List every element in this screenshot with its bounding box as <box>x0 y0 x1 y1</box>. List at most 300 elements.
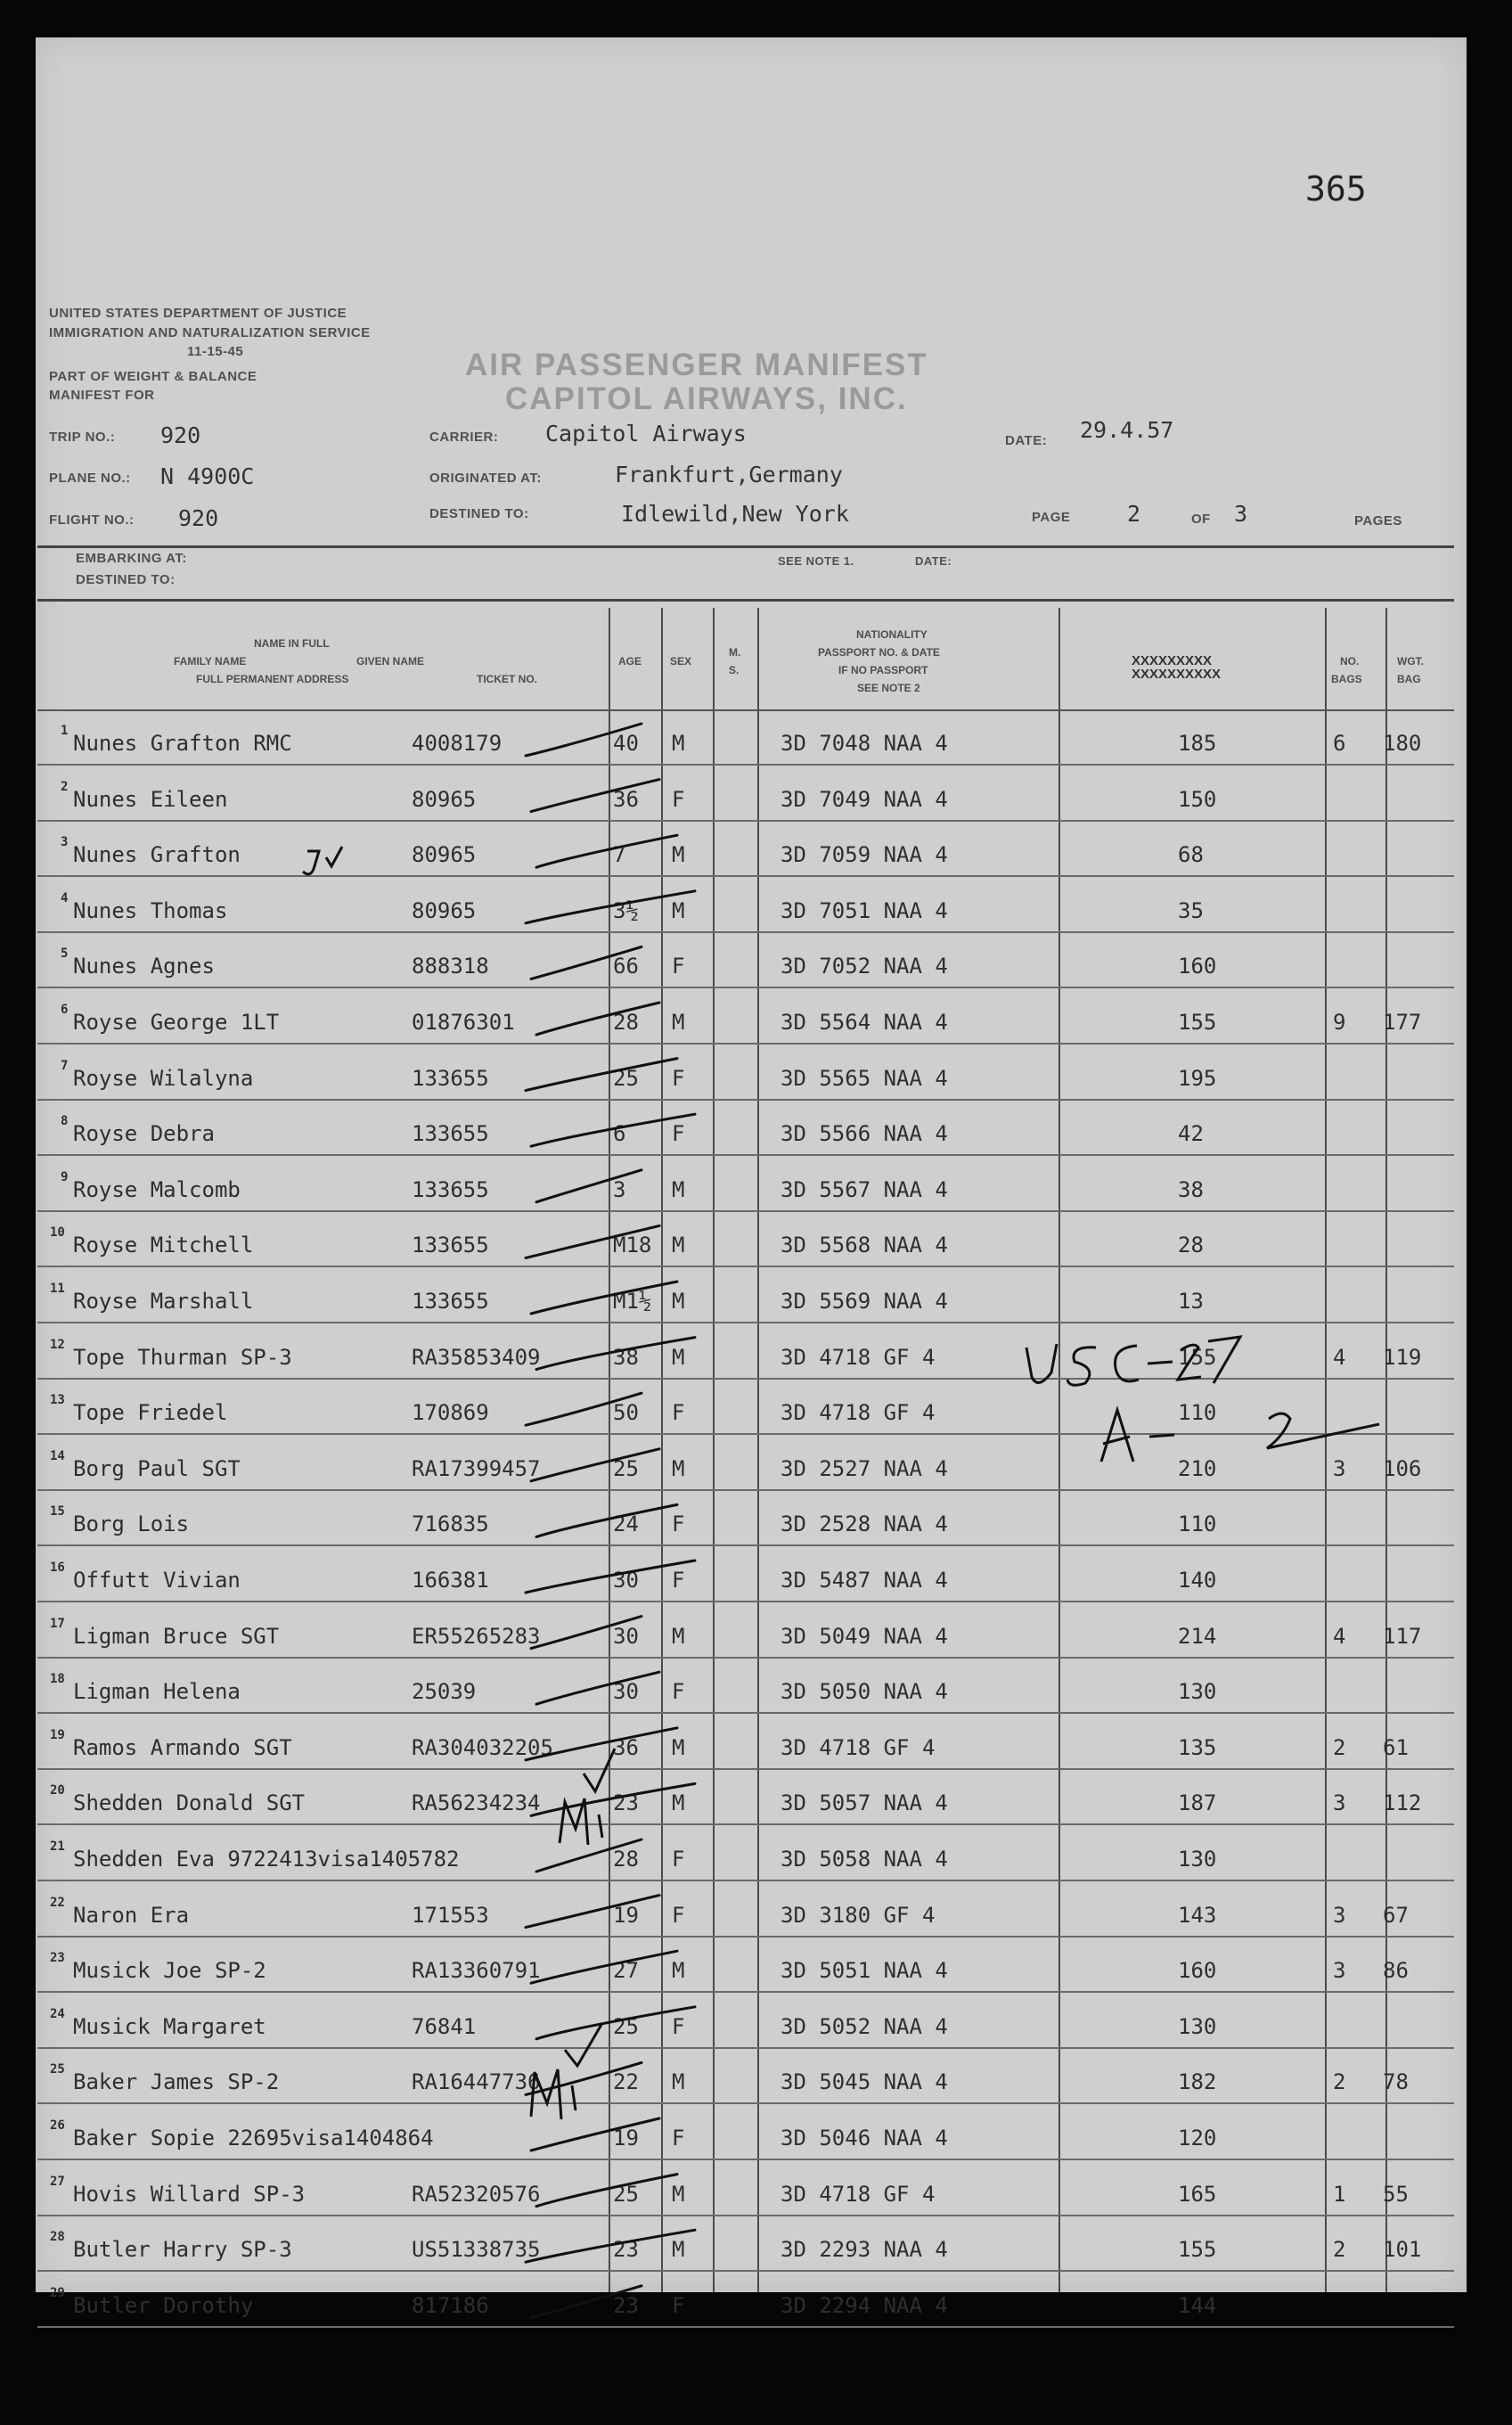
weight-cell: 110 <box>1178 1400 1217 1426</box>
passport-cell: 3D 5049 NAA 4 <box>781 1623 948 1649</box>
row-number: 28 <box>50 2230 65 2245</box>
col-bags-1: NO. <box>1340 655 1360 668</box>
col-nat-3: IF NO PASSPORT <box>838 664 928 676</box>
row-number: 16 <box>50 1561 65 1575</box>
col-sex: SEX <box>670 655 692 668</box>
ticket-number: 133655 <box>412 1289 489 1314</box>
passenger-name: Borg Lois <box>73 1512 190 1537</box>
passenger-name: Hovis Willard SP-3 <box>73 2181 306 2207</box>
passport-cell: 3D 5564 NAA 4 <box>781 1010 948 1035</box>
bag-weight-cell: 55 <box>1383 2181 1409 2207</box>
check-mark <box>536 835 677 867</box>
date-value: 29.4.57 <box>1080 417 1174 443</box>
ticket-number: 25039 <box>412 1679 477 1705</box>
passport-cell: 3D 5052 NAA 4 <box>781 2013 948 2039</box>
row-number: 11 <box>50 1282 65 1296</box>
age-cell: 30 <box>613 1623 639 1649</box>
sex-cell: M <box>672 2069 685 2095</box>
bags-cell: 2 <box>1333 2069 1346 2095</box>
dept-line-4: PART OF WEIGHT & BALANCE <box>49 369 257 384</box>
pages-label: PAGES <box>1354 513 1402 528</box>
weight-cell: 155 <box>1178 1010 1217 1035</box>
age-cell: 66 <box>613 954 639 979</box>
bag-weight-cell: 180 <box>1383 731 1422 756</box>
bag-weight-cell: 67 <box>1383 1902 1409 1928</box>
flight-label: FLIGHT NO.: <box>49 512 135 528</box>
passenger-name: Royse Debra <box>73 1121 215 1147</box>
hand-7 <box>1208 1337 1240 1383</box>
weight-cell: 143 <box>1178 1902 1217 1928</box>
of-value: 3 <box>1234 501 1248 527</box>
passenger-name: Royse George 1LT <box>73 1010 280 1035</box>
row-number: 7 <box>61 1058 69 1073</box>
passport-cell: 3D 5487 NAA 4 <box>781 1568 948 1593</box>
age-cell: 23 <box>613 1790 639 1816</box>
bag-weight-cell: 177 <box>1383 1010 1422 1035</box>
col-address: FULL PERMANENT ADDRESS <box>196 673 349 685</box>
check-mark <box>531 2286 642 2318</box>
bag-weight-cell: 61 <box>1383 1734 1409 1760</box>
bags-cell: 2 <box>1333 1734 1346 1760</box>
bags-cell: 6 <box>1333 731 1346 756</box>
age-cell: 3½ <box>613 897 639 923</box>
row-number: 19 <box>50 1727 65 1742</box>
destined-label: DESTINED TO: <box>429 506 529 521</box>
ticket-number: ER55265283 <box>412 1623 541 1649</box>
weight-cell: 38 <box>1178 1176 1204 1202</box>
check-mark <box>526 2230 695 2262</box>
col-ms-1: M. <box>729 646 741 659</box>
col-nat-2: PASSPORT NO. & DATE <box>818 646 940 659</box>
row-number: 17 <box>50 1616 65 1631</box>
bags-cell: 1 <box>1333 2181 1346 2207</box>
passport-cell: 3D 7059 NAA 4 <box>781 842 948 868</box>
passenger-name: Nunes Grafton RMC <box>73 731 292 756</box>
col-wgt-2: BAG <box>1397 673 1421 685</box>
check-mark <box>531 1449 659 1481</box>
passport-cell: 3D 5051 NAA 4 <box>781 1958 948 1984</box>
ticket-number: 133655 <box>412 1233 489 1258</box>
carrier-label: CARRIER: <box>429 430 499 445</box>
age-cell: 30 <box>613 1568 639 1593</box>
ticket-number: 80965 <box>412 786 477 812</box>
check-mark <box>536 2007 695 2039</box>
sex-cell: F <box>672 1679 685 1705</box>
weight-cell: 150 <box>1178 786 1217 812</box>
sex-cell: M <box>672 1176 685 1202</box>
age-cell: 3 <box>613 1176 626 1202</box>
age-cell: 24 <box>613 1512 639 1537</box>
bag-weight-cell: 119 <box>1383 1344 1422 1370</box>
passenger-name: Baker Sopie 22695visa1404864 <box>73 2126 434 2151</box>
col-struck-2: XXXXXXXXXX <box>1132 667 1222 682</box>
weight-cell: 155 <box>1178 1344 1217 1370</box>
date-label: DATE: <box>1005 433 1048 448</box>
hand-u <box>1026 1344 1057 1382</box>
passport-cell: 3D 2527 NAA 4 <box>781 1455 948 1481</box>
bags-cell: 3 <box>1333 1790 1346 1816</box>
passenger-name: Nunes Thomas <box>73 897 228 923</box>
row-number: 26 <box>50 2118 65 2133</box>
dept-line-1: UNITED STATES DEPARTMENT OF JUSTICE <box>49 306 347 321</box>
of-label: OF <box>1191 512 1211 527</box>
age-cell: 36 <box>613 1734 639 1760</box>
age-cell: 23 <box>613 2237 639 2263</box>
ticket-number: 133655 <box>412 1065 489 1091</box>
row-number: 8 <box>61 1114 69 1129</box>
age-cell: 25 <box>613 1065 639 1091</box>
age-cell: 23 <box>613 2292 639 2318</box>
sex-cell: M <box>672 731 685 756</box>
check-mark <box>531 946 642 979</box>
trip-value: 920 <box>160 422 201 448</box>
row-number: 27 <box>50 2174 65 2189</box>
age-cell: 19 <box>613 2126 639 2151</box>
sex-cell: F <box>672 2013 685 2039</box>
passenger-name: Nunes Grafton <box>73 842 241 868</box>
see-note-label: SEE NOTE 1. <box>778 554 854 568</box>
row-number: 25 <box>50 2062 65 2077</box>
passenger-name: Shedden Donald SGT <box>73 1790 306 1816</box>
check-mark <box>531 780 659 812</box>
ticket-number: RA13360791 <box>412 1958 541 1984</box>
passenger-name: Offutt Vivian <box>73 1568 241 1593</box>
col-struck-1: XXXXXXXXX <box>1132 653 1213 668</box>
sex-cell: F <box>672 1568 685 1593</box>
age-cell: M1½ <box>613 1289 652 1314</box>
passenger-name: Baker James SP-2 <box>73 2069 280 2095</box>
passport-cell: 3D 4718 GF 4 <box>781 1400 936 1426</box>
ticket-number: 166381 <box>412 1568 489 1593</box>
weight-cell: 195 <box>1178 1065 1217 1091</box>
sex-cell: F <box>672 1065 685 1091</box>
row-number: 12 <box>50 1337 65 1352</box>
weight-cell: 144 <box>1178 2292 1217 2318</box>
bag-weight-cell: 86 <box>1383 1958 1409 1984</box>
bags-cell: 9 <box>1333 1010 1346 1035</box>
passenger-name: Royse Wilalyna <box>73 1065 254 1091</box>
check-mark <box>531 2118 659 2151</box>
manifest-title: AIR PASSENGER MANIFEST <box>465 348 928 382</box>
row-number: 29 <box>50 2285 65 2300</box>
hand-tick-a <box>584 1749 615 1791</box>
age-cell: 25 <box>613 1455 639 1481</box>
sex-cell: M <box>672 1455 685 1481</box>
age-cell: 30 <box>613 1679 639 1705</box>
weight-cell: 214 <box>1178 1623 1217 1649</box>
dept-line-2: IMMIGRATION AND NATURALIZATION SERVICE <box>49 325 371 340</box>
sex-cell: F <box>672 954 685 979</box>
check-mark <box>531 1783 695 1815</box>
ticket-number: 80965 <box>412 842 477 868</box>
weight-cell: 210 <box>1178 1455 1217 1481</box>
ticket-number: 716835 <box>412 1512 489 1537</box>
age-cell: 25 <box>613 2013 639 2039</box>
age-cell: 38 <box>613 1344 639 1370</box>
destined-to-label: DESTINED TO: <box>76 572 176 587</box>
ticket-number: RA35853409 <box>412 1344 541 1370</box>
bags-cell: 3 <box>1333 1455 1346 1481</box>
row-number: 2 <box>61 779 69 794</box>
passport-cell: 3D 2294 NAA 4 <box>781 2292 948 2318</box>
passport-cell: 3D 5057 NAA 4 <box>781 1790 948 1816</box>
passenger-name: Musick Margaret <box>73 2013 266 2039</box>
hand-a <box>1101 1410 1133 1462</box>
hand-2 <box>1178 1345 1201 1380</box>
sex-cell: M <box>672 1289 685 1314</box>
page-number: 365 <box>1305 169 1367 209</box>
weight-cell: 187 <box>1178 1790 1217 1816</box>
weight-cell: 35 <box>1178 897 1204 923</box>
ticket-number: RA56234234 <box>412 1790 541 1816</box>
row-number: 5 <box>61 946 69 962</box>
col-age: AGE <box>618 655 642 668</box>
col-ticket: TICKET NO. <box>477 673 537 685</box>
check-mark <box>531 1282 677 1314</box>
row-number: 10 <box>50 1225 65 1241</box>
passenger-name: Nunes Agnes <box>73 954 215 979</box>
weight-cell: 185 <box>1178 731 1217 756</box>
bag-weight-cell: 112 <box>1383 1790 1422 1816</box>
weight-cell: 42 <box>1178 1121 1204 1147</box>
check-mark <box>526 1225 659 1258</box>
col-family-name: FAMILY NAME <box>174 655 247 668</box>
passenger-name: Butler Dorothy <box>73 2292 254 2318</box>
ticket-number: 01876301 <box>412 1010 515 1035</box>
age-cell: 40 <box>613 731 639 756</box>
hand-m1-b <box>531 2069 576 2119</box>
row-number: 22 <box>50 1895 65 1910</box>
passport-cell: 3D 7052 NAA 4 <box>781 954 948 979</box>
hand-jr <box>303 847 342 874</box>
check-mark <box>536 1338 695 1370</box>
passport-cell: 3D 2293 NAA 4 <box>781 2237 948 2263</box>
weight-cell: 160 <box>1178 954 1217 979</box>
row-number: 3 <box>61 835 69 850</box>
weight-cell: 182 <box>1178 2069 1217 2095</box>
originated-label: ORIGINATED AT: <box>429 471 542 486</box>
bag-weight-cell: 106 <box>1383 1455 1422 1481</box>
passport-cell: 3D 7051 NAA 4 <box>781 897 948 923</box>
row-number: 24 <box>50 2006 65 2021</box>
passenger-name: Shedden Eva 9722413visa1405782 <box>73 1847 460 1872</box>
bag-weight-cell: 78 <box>1383 2069 1409 2095</box>
ticket-number: 80965 <box>412 897 477 923</box>
sex-cell: M <box>672 1790 685 1816</box>
page-value: 2 <box>1127 501 1141 527</box>
passport-cell: 3D 5566 NAA 4 <box>781 1121 948 1147</box>
age-cell: 6 <box>613 1121 626 1147</box>
sex-cell: F <box>672 1512 685 1537</box>
age-cell: 36 <box>613 786 639 812</box>
plane-value: N 4900C <box>160 463 255 489</box>
ticket-number: 170869 <box>412 1400 489 1426</box>
passenger-name: Naron Era <box>73 1902 190 1928</box>
age-cell: 7 <box>613 842 626 868</box>
passport-cell: 3D 5046 NAA 4 <box>781 2126 948 2151</box>
passenger-name: Butler Harry SP-3 <box>73 2237 292 2263</box>
row-number: 14 <box>50 1448 65 1463</box>
age-cell: 22 <box>613 2069 639 2095</box>
ticket-number: RA17399457 <box>412 1455 541 1481</box>
weight-cell: 120 <box>1178 2126 1217 2151</box>
passenger-name: Ramos Armando SGT <box>73 1734 292 1760</box>
sex-cell: M <box>672 2181 685 2207</box>
row-number: 23 <box>50 1951 65 1966</box>
passport-cell: 3D 5058 NAA 4 <box>781 1847 948 1872</box>
weight-cell: 68 <box>1178 842 1204 868</box>
passenger-name: Royse Malcomb <box>73 1176 241 1202</box>
age-cell: 50 <box>613 1400 639 1426</box>
col-ms-2: S. <box>729 664 740 676</box>
trip-label: TRIP NO.: <box>49 430 116 445</box>
passport-cell: 3D 4718 GF 4 <box>781 1734 936 1760</box>
embarking-label: EMBARKING AT: <box>76 551 187 566</box>
check-mark <box>536 1003 659 1035</box>
check-mark <box>526 724 642 756</box>
col-bags-2: BAGS <box>1331 673 1362 685</box>
sex-cell: M <box>672 1734 685 1760</box>
ticket-number: RA16447736 <box>412 2069 541 2095</box>
ticket-number: 76841 <box>412 2013 477 2039</box>
bags-cell: 4 <box>1333 1344 1346 1370</box>
row-number: 1 <box>61 724 69 738</box>
check-mark <box>526 1393 642 1425</box>
weight-cell: 135 <box>1178 1734 1217 1760</box>
passenger-name: Nunes Eileen <box>73 786 228 812</box>
hand-c <box>1116 1346 1140 1381</box>
passenger-name: Ligman Bruce SGT <box>73 1623 280 1649</box>
date2-label: DATE: <box>915 554 952 568</box>
col-nat-1: NATIONALITY <box>856 628 928 641</box>
row-number: 20 <box>50 1783 65 1798</box>
sex-cell: F <box>672 1847 685 1872</box>
weight-cell: 155 <box>1178 2237 1217 2263</box>
row-number: 6 <box>61 1003 69 1017</box>
passenger-name: Borg Paul SGT <box>73 1455 241 1481</box>
passenger-name: Tope Thurman SP-3 <box>73 1344 292 1370</box>
ticket-number: 133655 <box>412 1176 489 1202</box>
check-mark <box>526 1561 695 1593</box>
bags-cell: 4 <box>1333 1623 1346 1649</box>
passport-cell: 3D 7048 NAA 4 <box>781 731 948 756</box>
check-mark <box>536 1672 659 1704</box>
bags-cell: 3 <box>1333 1958 1346 1984</box>
weight-cell: 160 <box>1178 1958 1217 1984</box>
age-cell: 19 <box>613 1902 639 1928</box>
passport-cell: 3D 5045 NAA 4 <box>781 2069 948 2095</box>
bags-cell: 3 <box>1333 1902 1346 1928</box>
sex-cell: F <box>672 1121 685 1147</box>
passport-cell: 3D 3180 GF 4 <box>781 1902 936 1928</box>
weight-cell: 140 <box>1178 1568 1217 1593</box>
passenger-name: Royse Mitchell <box>73 1233 254 1258</box>
sex-cell: F <box>672 1902 685 1928</box>
bag-weight-cell: 117 <box>1383 1623 1422 1649</box>
weight-cell: 28 <box>1178 1233 1204 1258</box>
ticket-number: RA304032205 <box>412 1734 553 1760</box>
passport-cell: 3D 5050 NAA 4 <box>781 1679 948 1705</box>
sex-cell: F <box>672 2126 685 2151</box>
check-mark <box>526 1059 677 1091</box>
check-mark <box>531 1617 642 1649</box>
row-number: 21 <box>50 1839 65 1854</box>
weight-cell: 13 <box>1178 1289 1204 1314</box>
weight-cell: 130 <box>1178 1847 1217 1872</box>
originated-value: Frankfurt,Germany <box>615 462 843 487</box>
sex-cell: M <box>672 2237 685 2263</box>
sex-cell: M <box>672 1010 685 1035</box>
passenger-name: Tope Friedel <box>73 1400 228 1426</box>
passport-cell: 3D 5569 NAA 4 <box>781 1289 948 1314</box>
plane-label: PLANE NO.: <box>49 471 131 486</box>
ticket-number: US51338735 <box>412 2237 541 2263</box>
sex-cell: M <box>672 1958 685 1984</box>
hand-dash <box>1148 1362 1173 1364</box>
age-cell: M18 <box>613 1233 652 1258</box>
passenger-name: Royse Marshall <box>73 1289 254 1314</box>
sex-cell: M <box>672 1344 685 1370</box>
passport-cell: 3D 5568 NAA 4 <box>781 1233 948 1258</box>
sex-cell: M <box>672 842 685 868</box>
dept-line-3: 11-15-45 <box>187 344 244 359</box>
sex-cell: F <box>672 1400 685 1426</box>
row-number: 13 <box>50 1393 65 1408</box>
sex-cell: M <box>672 897 685 923</box>
passenger-name: Ligman Helena <box>73 1679 241 1705</box>
ticket-number: RA52320576 <box>412 2181 541 2207</box>
passport-cell: 3D 4718 GF 4 <box>781 1344 936 1370</box>
check-mark <box>536 1170 642 1202</box>
check-mark <box>531 1114 695 1146</box>
check-mark <box>536 1504 677 1536</box>
sex-cell: M <box>672 1623 685 1649</box>
row-number: 18 <box>50 1672 65 1687</box>
passport-cell: 3D 5565 NAA 4 <box>781 1065 948 1091</box>
age-cell: 25 <box>613 2181 639 2207</box>
ticket-number: 817186 <box>412 2292 489 2318</box>
age-cell: 28 <box>613 1847 639 1872</box>
sex-cell: F <box>672 2292 685 2318</box>
ticket-number: 4008179 <box>412 731 503 756</box>
passport-cell: 3D 4718 GF 4 <box>781 2181 936 2207</box>
row-number: 9 <box>61 1169 69 1184</box>
age-cell: 28 <box>613 1010 639 1035</box>
flight-value: 920 <box>178 505 219 531</box>
passport-cell: 3D 2528 NAA 4 <box>781 1512 948 1537</box>
hand-2b <box>1267 1413 1379 1448</box>
ticket-number: 888318 <box>412 954 489 979</box>
hand-s <box>1067 1348 1096 1385</box>
ticket-number: 171553 <box>412 1902 489 1928</box>
col-name-l1: NAME IN FULL <box>254 637 330 650</box>
hand-dash2 <box>1149 1435 1174 1437</box>
row-number: 4 <box>61 890 69 905</box>
weight-cell: 130 <box>1178 2013 1217 2039</box>
page-label: PAGE <box>1032 510 1071 525</box>
age-cell: 27 <box>613 1958 639 1984</box>
destined-value: Idlewild,New York <box>621 501 849 527</box>
passenger-name: Musick Joe SP-2 <box>73 1958 266 1984</box>
bags-cell: 2 <box>1333 2237 1346 2263</box>
passport-cell: 3D 5567 NAA 4 <box>781 1176 948 1202</box>
weight-cell: 165 <box>1178 2181 1217 2207</box>
sex-cell: F <box>672 786 685 812</box>
weight-cell: 110 <box>1178 1512 1217 1537</box>
passport-cell: 3D 7049 NAA 4 <box>781 786 948 812</box>
row-number: 15 <box>50 1504 65 1520</box>
check-mark <box>531 1951 677 1983</box>
